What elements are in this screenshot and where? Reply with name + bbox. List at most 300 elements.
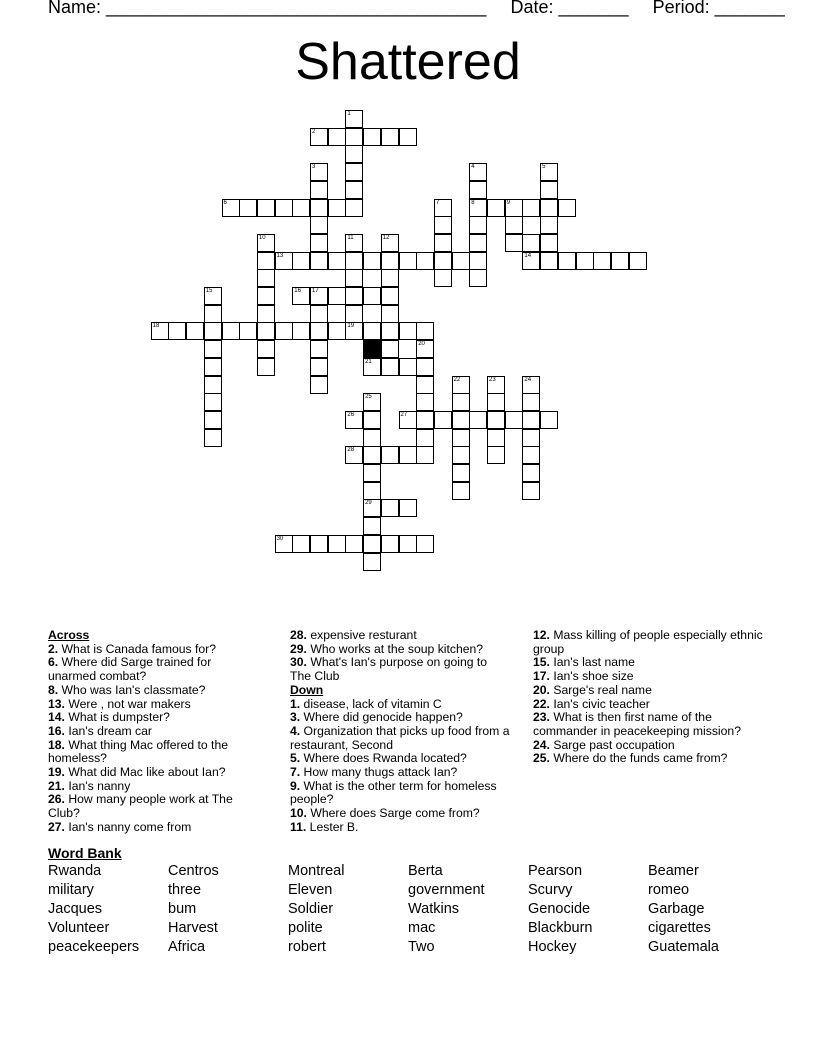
clue-number: 18 <box>152 323 160 330</box>
clue-text: Ian's civic teacher <box>549 696 650 711</box>
clue-number: 10 <box>258 234 266 241</box>
grid-cell[interactable] <box>611 252 629 270</box>
grid-cell[interactable] <box>310 181 328 199</box>
grid-cell[interactable] <box>399 499 417 517</box>
clue-number: 11. <box>290 819 307 834</box>
clue-number: 10. <box>290 806 307 821</box>
clue-number: 1. <box>290 696 301 711</box>
clue <box>290 643 510 657</box>
clue-number: 29. <box>290 641 307 656</box>
grid-cell[interactable] <box>345 234 363 252</box>
grid-cell[interactable] <box>540 163 558 181</box>
clue-number: 8. <box>48 682 59 697</box>
word-bank-word: Garbage <box>648 901 705 917</box>
grid-cell[interactable] <box>576 252 594 270</box>
word-bank-word: Soldier <box>288 901 334 917</box>
grid-cell[interactable] <box>452 252 470 270</box>
grid-cell[interactable] <box>416 340 434 358</box>
grid-cell[interactable] <box>540 234 558 252</box>
grid-cell[interactable] <box>345 199 363 217</box>
clue-number: 21. <box>48 778 65 793</box>
grid-cell[interactable] <box>151 322 169 340</box>
clue <box>48 656 258 683</box>
clue-number: 3. <box>290 710 301 725</box>
clue-text: Ian's nanny <box>64 778 131 793</box>
grid-cell[interactable] <box>399 128 417 146</box>
grid-cell[interactable] <box>434 199 452 217</box>
grid-cell[interactable] <box>505 216 523 234</box>
word-bank-word: peacekeepers <box>48 939 140 955</box>
clue-number: 12 <box>382 234 390 241</box>
grid-cell[interactable] <box>328 535 346 553</box>
grid-cell[interactable] <box>469 163 487 181</box>
grid-cell[interactable] <box>381 499 399 517</box>
clue-number: 30 <box>276 535 284 542</box>
clue-number: 16. <box>48 723 65 738</box>
grid-cell[interactable] <box>363 446 381 464</box>
clue <box>533 629 768 656</box>
word-bank-word: military <box>48 882 94 898</box>
grid-cell[interactable] <box>328 322 346 340</box>
grid-cell[interactable] <box>487 376 505 394</box>
grid-cell[interactable] <box>522 411 540 429</box>
clue-text: How many thugs attack Ian? <box>300 765 458 780</box>
grid-cell[interactable] <box>469 411 487 429</box>
clue-number: 24. <box>533 737 550 752</box>
grid-cell[interactable] <box>328 252 346 270</box>
clue-text: What is Canada famous for? <box>58 641 217 656</box>
grid-cell[interactable] <box>381 287 399 305</box>
clue-number: 16 <box>294 288 301 294</box>
word-bank-word: Beamer <box>648 863 699 879</box>
clue-number: 23. <box>533 710 550 725</box>
clue-number: 9. <box>290 778 301 793</box>
clue-text: Ian's dream car <box>64 723 152 738</box>
grid-cell[interactable] <box>469 252 487 270</box>
grid-cell[interactable] <box>168 322 186 340</box>
grid-cell[interactable] <box>275 322 293 340</box>
grid-cell[interactable] <box>310 358 328 376</box>
grid-cell[interactable] <box>257 269 275 287</box>
grid-cell[interactable] <box>381 358 399 376</box>
clue-number: 17 <box>312 288 319 294</box>
clue-number: 13. <box>48 696 65 711</box>
clue <box>533 684 768 698</box>
clue <box>48 739 258 766</box>
clue-number: 2. <box>48 641 59 656</box>
clue-text: What is dumpster? <box>64 710 170 725</box>
grid-cell[interactable] <box>257 234 275 252</box>
grid-cell[interactable] <box>310 128 328 146</box>
grid-cell[interactable] <box>363 429 381 447</box>
grid-cell[interactable] <box>522 482 540 500</box>
clue-text: Lester B. <box>306 819 359 834</box>
grid-cell[interactable] <box>540 216 558 234</box>
clue-number: 9 <box>506 199 511 206</box>
grid-cell[interactable] <box>487 199 505 217</box>
grid-cell[interactable] <box>345 446 363 464</box>
clue <box>48 643 258 657</box>
clue-number: 20 <box>418 341 425 348</box>
clue-text: Ian's shoe size <box>549 669 634 684</box>
grid-cell[interactable] <box>204 305 222 323</box>
grid-cell[interactable] <box>222 322 240 340</box>
grid-cell[interactable] <box>381 128 399 146</box>
grid-cell[interactable] <box>204 322 222 340</box>
grid-cell[interactable] <box>363 128 381 146</box>
grid-cell[interactable] <box>522 234 540 252</box>
grid-cell[interactable] <box>222 199 240 217</box>
grid-cell[interactable] <box>292 287 310 305</box>
grid-cell[interactable] <box>257 199 275 217</box>
grid-cell[interactable] <box>540 411 558 429</box>
word-bank-word: Watkins <box>408 901 460 917</box>
grid-cell[interactable] <box>434 411 452 429</box>
clue <box>533 698 768 712</box>
grid-cell[interactable] <box>381 446 399 464</box>
grid-cell[interactable] <box>629 252 647 270</box>
word-bank-word: cigarettes <box>648 920 711 936</box>
grid-cell[interactable] <box>469 199 487 217</box>
clue-number: 4. <box>290 723 301 738</box>
grid-cell[interactable] <box>452 393 470 411</box>
word-bank-word: Rwanda <box>48 863 102 879</box>
clue-text: How many people work at The Club? <box>48 792 233 821</box>
clue-heading-down: Down <box>290 682 324 697</box>
clue-number: 28. <box>290 628 307 642</box>
clue-text: Where did genocide happen? <box>300 710 463 725</box>
grid-cell[interactable] <box>399 252 417 270</box>
grid-cell[interactable] <box>416 358 434 376</box>
grid-cell[interactable] <box>328 199 346 217</box>
grid-cell[interactable] <box>292 322 310 340</box>
grid-cell[interactable] <box>434 252 452 270</box>
grid-cell[interactable] <box>257 305 275 323</box>
word-bank-word: Guatemala <box>648 939 719 955</box>
word-bank-word: Pearson <box>528 863 583 879</box>
clue-number: 27. <box>48 819 65 834</box>
grid-cell[interactable] <box>345 322 363 340</box>
word-bank-word: Jacques <box>48 901 103 917</box>
clue <box>290 656 510 683</box>
word-bank-word: Berta <box>408 863 443 879</box>
clue <box>290 766 510 780</box>
grid-cell[interactable] <box>204 429 222 447</box>
clue-number: 19 <box>347 323 355 330</box>
clue-number: 26 <box>347 411 355 418</box>
grid-cell[interactable] <box>186 322 204 340</box>
grid-cell[interactable] <box>469 269 487 287</box>
clue <box>48 793 258 820</box>
clue-number: 15. <box>533 655 550 670</box>
grid-cell[interactable] <box>452 464 470 482</box>
clue-number: 13 <box>276 252 284 259</box>
grid-cell[interactable] <box>204 358 222 376</box>
grid-cell[interactable] <box>469 234 487 252</box>
clue-number: 15 <box>205 288 213 294</box>
grid-cell[interactable] <box>452 411 470 429</box>
grid-cell[interactable] <box>345 145 363 163</box>
word-bank-word: Blackburn <box>528 920 593 936</box>
grid-cell[interactable] <box>310 234 328 252</box>
clue-number: 25. <box>533 751 550 766</box>
grid-cell[interactable] <box>345 181 363 199</box>
grid-cell[interactable] <box>328 287 346 305</box>
grid-cell[interactable] <box>469 181 487 199</box>
grid-cell[interactable] <box>363 358 381 376</box>
word-bank-title: Word Bank <box>48 845 122 861</box>
grid-cell[interactable] <box>310 305 328 323</box>
grid-cell[interactable] <box>363 482 381 500</box>
clue-text: Ian's nanny come from <box>64 819 192 834</box>
grid-cell[interactable] <box>292 535 310 553</box>
clue-text: Sarge's real name <box>549 682 652 697</box>
clue-number: 24 <box>524 376 532 383</box>
grid-cell[interactable] <box>381 269 399 287</box>
clue-number: 22 <box>453 376 461 383</box>
clue-text: Where do the funds came from? <box>549 751 728 766</box>
clue-number: 3 <box>312 164 316 171</box>
grid-cell[interactable] <box>452 482 470 500</box>
clues-column-1 <box>48 629 258 835</box>
grid-cell[interactable] <box>363 499 381 517</box>
clue-number: 2 <box>312 128 316 135</box>
word-bank <box>48 862 788 957</box>
grid-cell[interactable] <box>399 322 417 340</box>
clue-text: What is then first name of the commander in peacekeeping mission? <box>533 710 741 738</box>
grid-cell[interactable] <box>275 199 293 217</box>
clue-number: 6. <box>48 655 59 670</box>
grid-cell[interactable] <box>310 287 328 305</box>
grid-cell[interactable] <box>381 305 399 323</box>
clue-text: Who was Ian's classmate? <box>58 682 206 697</box>
clue-number: 28 <box>347 447 355 454</box>
grid-cell[interactable] <box>558 199 576 217</box>
grid-cell[interactable] <box>345 252 363 270</box>
grid-cell[interactable] <box>540 199 558 217</box>
date-field[interactable]: Date: _______ <box>510 0 629 17</box>
clue <box>533 752 768 766</box>
grid-cell[interactable] <box>275 252 293 270</box>
clue-number: 18. <box>48 737 65 752</box>
grid-cell[interactable] <box>310 216 328 234</box>
grid-cell[interactable] <box>381 234 399 252</box>
grid-cell[interactable] <box>505 234 523 252</box>
clue <box>290 752 510 766</box>
grid-cell[interactable] <box>310 376 328 394</box>
grid-cell[interactable] <box>487 429 505 447</box>
grid-cell[interactable] <box>434 234 452 252</box>
grid-cell[interactable] <box>363 517 381 535</box>
grid-cell[interactable] <box>363 553 381 571</box>
name-field[interactable]: Name: ______________________________________ <box>48 0 487 17</box>
clue <box>290 780 510 807</box>
grid-cell[interactable] <box>381 322 399 340</box>
clue-number: 5 <box>542 164 546 171</box>
grid-cell[interactable] <box>558 252 576 270</box>
grid-cell[interactable] <box>487 411 505 429</box>
clue <box>290 725 510 752</box>
clue-number: 29 <box>365 500 372 507</box>
grid-cell[interactable] <box>310 535 328 553</box>
grid-cell[interactable] <box>399 411 417 429</box>
clue-text: disease, lack of vitamin C <box>300 696 442 711</box>
clue-number: 20. <box>533 682 550 697</box>
grid-cell[interactable] <box>487 393 505 411</box>
grid-cell[interactable] <box>522 393 540 411</box>
grid-cell[interactable] <box>292 252 310 270</box>
grid-cell[interactable] <box>345 128 363 146</box>
grid-cell[interactable] <box>452 376 470 394</box>
grid-cell[interactable] <box>292 199 310 217</box>
clue-text: Organization that picks up food from a restaurant, Second <box>290 723 510 752</box>
clues-column-2 <box>290 629 510 835</box>
grid-cell[interactable] <box>345 535 363 553</box>
grid-cell[interactable] <box>399 358 417 376</box>
clue-number: 8 <box>471 199 475 206</box>
grid-cell[interactable] <box>257 287 275 305</box>
grid-cell[interactable] <box>416 429 434 447</box>
clue-text: What did Mac like about Ian? <box>64 765 226 780</box>
grid-cell[interactable] <box>363 464 381 482</box>
word-bank-word: Genocide <box>528 901 591 917</box>
grid-cell[interactable] <box>452 429 470 447</box>
word-bank-word: polite <box>288 920 323 936</box>
grid-cell[interactable] <box>204 340 222 358</box>
grid-cell[interactable] <box>540 252 558 270</box>
word-bank-word: robert <box>288 939 326 955</box>
grid-cell[interactable] <box>434 269 452 287</box>
clue <box>290 698 510 712</box>
word-bank-word: Centros <box>168 863 219 879</box>
grid-cell[interactable] <box>204 287 222 305</box>
grid-cell-black <box>363 340 381 358</box>
grid-cell[interactable] <box>399 535 417 553</box>
grid-cell[interactable] <box>469 216 487 234</box>
grid-cell[interactable] <box>310 163 328 181</box>
grid-cell[interactable] <box>363 393 381 411</box>
grid-cell[interactable] <box>345 305 363 323</box>
grid-cell[interactable] <box>487 446 505 464</box>
clue-text: Where did Sarge trained for unarmed combat? <box>48 655 212 684</box>
clue-text: Where does Sarge come from? <box>306 806 480 821</box>
grid-cell[interactable] <box>310 199 328 217</box>
clue-text: Ian's last name <box>549 655 635 670</box>
clue-text: What thing Mac offered to the homeless? <box>48 737 228 766</box>
clues-column-3 <box>533 629 768 766</box>
grid-cell[interactable] <box>204 393 222 411</box>
grid-cell[interactable] <box>257 358 275 376</box>
grid-cell[interactable] <box>399 446 417 464</box>
clue <box>48 725 258 739</box>
clue-text: Mass killing of people especially ethnic group <box>533 628 763 656</box>
grid-cell[interactable] <box>310 322 328 340</box>
word-bank-word: romeo <box>648 882 690 898</box>
grid-cell[interactable] <box>416 376 434 394</box>
grid-cell[interactable] <box>345 287 363 305</box>
clue-number: 19. <box>48 765 65 780</box>
grid-cell[interactable] <box>381 535 399 553</box>
clue <box>48 684 258 698</box>
clue <box>290 629 510 643</box>
clue <box>533 711 768 738</box>
grid-cell[interactable] <box>434 216 452 234</box>
grid-cell[interactable] <box>416 411 434 429</box>
grid-cell[interactable] <box>363 287 381 305</box>
clue <box>48 698 258 712</box>
word-bank-word: three <box>168 882 202 898</box>
grid-cell[interactable] <box>522 446 540 464</box>
clue-number: 26. <box>48 792 65 807</box>
word-bank-word: Scurvy <box>528 882 573 898</box>
clue-number: 12. <box>533 628 550 642</box>
grid-cell[interactable] <box>345 411 363 429</box>
period-field[interactable]: Period: _______ <box>652 0 785 17</box>
grid-cell[interactable] <box>257 252 275 270</box>
clue-number: 30. <box>290 655 307 670</box>
grid-cell[interactable] <box>363 322 381 340</box>
grid-cell[interactable] <box>239 322 257 340</box>
clue-number: 22. <box>533 696 550 711</box>
grid-cell[interactable] <box>363 535 381 553</box>
grid-cell[interactable] <box>328 128 346 146</box>
grid-cell[interactable] <box>363 411 381 429</box>
clue <box>48 780 258 794</box>
grid-cell[interactable] <box>416 446 434 464</box>
grid-cell[interactable] <box>381 252 399 270</box>
clue-text: Who works at the soup kitchen? <box>306 641 484 656</box>
grid-cell[interactable] <box>345 163 363 181</box>
grid-cell[interactable] <box>381 340 399 358</box>
clue-number: 1 <box>347 111 351 117</box>
grid-cell[interactable] <box>239 199 257 217</box>
clue-number: 5. <box>290 751 301 766</box>
grid-cell[interactable] <box>416 535 434 553</box>
grid-cell[interactable] <box>522 429 540 447</box>
grid-cell[interactable] <box>345 269 363 287</box>
word-bank-word: bum <box>168 901 197 917</box>
clue-text: Sarge past occupation <box>549 737 675 752</box>
grid-cell[interactable] <box>522 464 540 482</box>
clue <box>533 739 768 753</box>
grid-cell[interactable] <box>522 199 540 217</box>
grid-cell[interactable] <box>522 376 540 394</box>
grid-cell[interactable] <box>522 252 540 270</box>
grid-cell[interactable] <box>204 411 222 429</box>
clue-number: 7. <box>290 765 301 780</box>
grid-cell[interactable] <box>540 181 558 199</box>
grid-cell[interactable] <box>310 340 328 358</box>
grid-cell[interactable] <box>593 252 611 270</box>
page-title: Shattered <box>295 33 521 91</box>
grid-cell[interactable] <box>275 535 293 553</box>
grid-cell[interactable] <box>416 252 434 270</box>
clue-text: What's Ian's purpose on going to The Club <box>290 655 488 684</box>
grid-cell[interactable] <box>204 376 222 394</box>
grid-cell[interactable] <box>257 340 275 358</box>
grid-cell[interactable] <box>257 322 275 340</box>
grid-cell[interactable] <box>452 446 470 464</box>
grid-cell[interactable] <box>345 110 363 128</box>
grid-cell[interactable] <box>505 199 523 217</box>
grid-cell[interactable] <box>505 411 523 429</box>
grid-cell[interactable] <box>416 322 434 340</box>
grid-cell[interactable] <box>310 252 328 270</box>
clue-number: 14 <box>524 252 532 259</box>
grid-cell[interactable] <box>416 393 434 411</box>
grid-cell[interactable] <box>363 252 381 270</box>
word-bank-word: Montreal <box>288 863 345 879</box>
